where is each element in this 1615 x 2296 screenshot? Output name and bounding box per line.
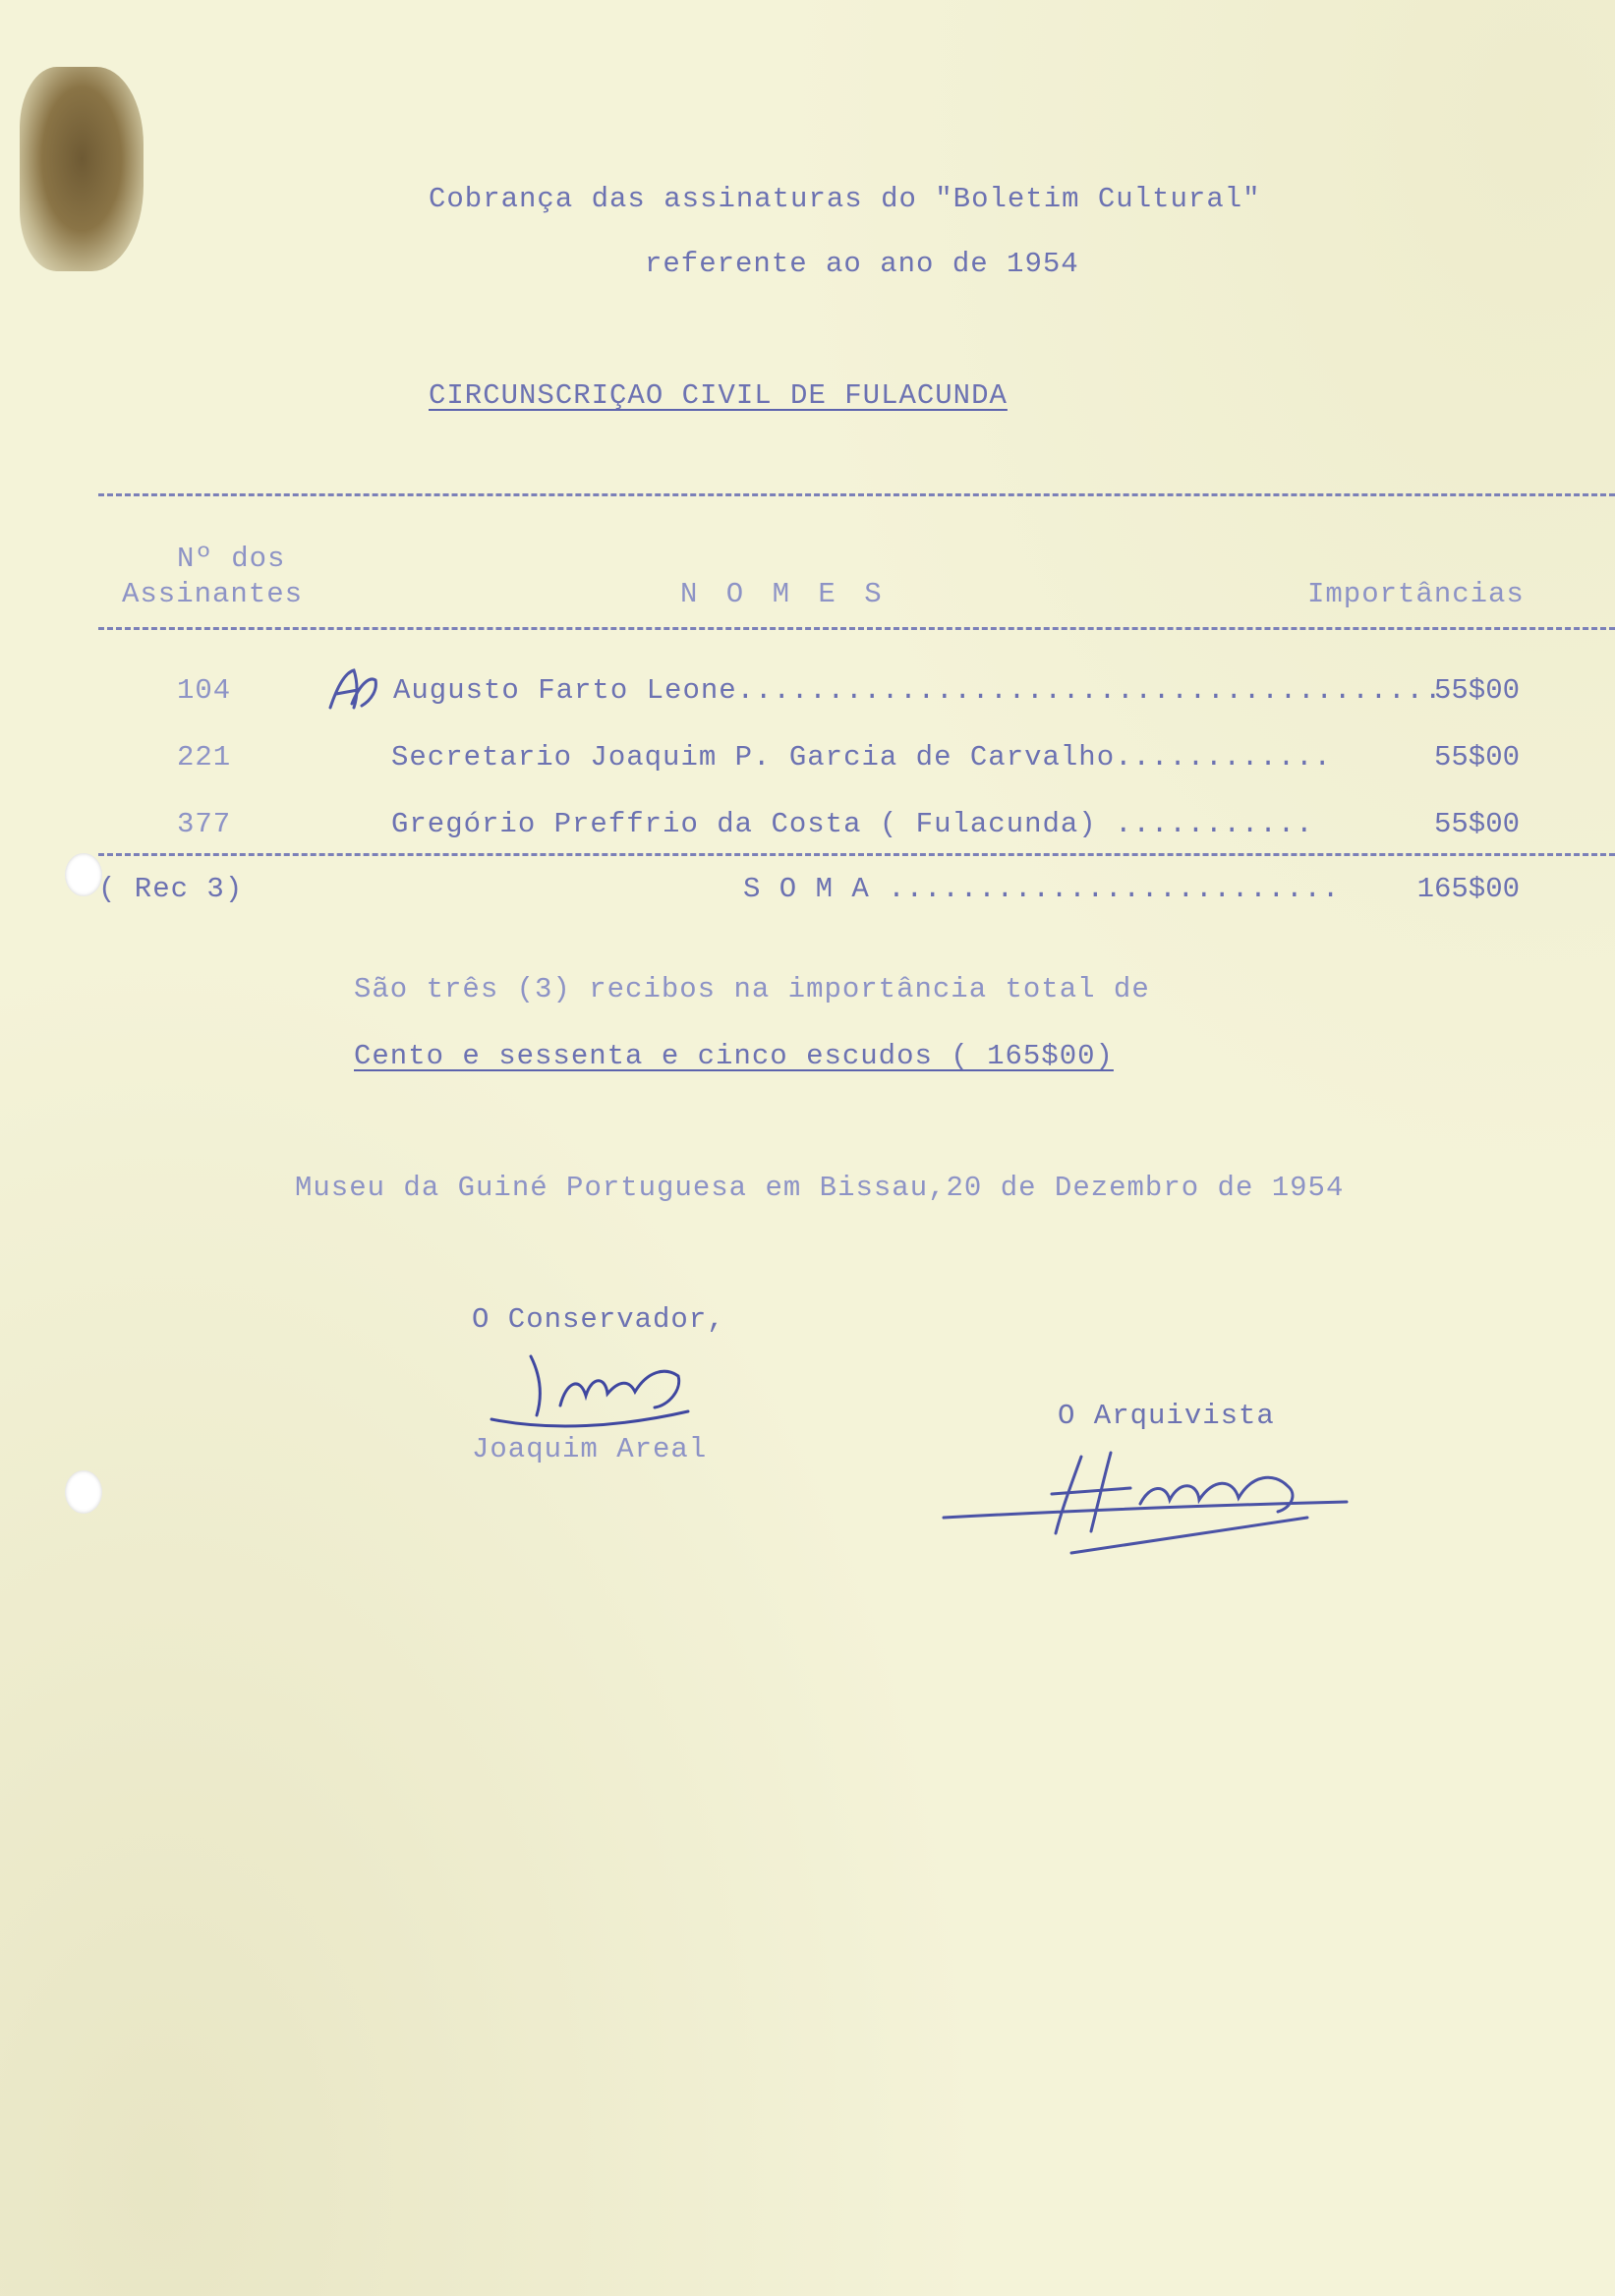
handwritten-mark-icon <box>324 664 383 716</box>
row-3-number: 377 <box>177 808 232 840</box>
stain-mark <box>20 67 144 271</box>
arquivista-signature <box>934 1435 1356 1563</box>
sum-total: 165$00 <box>1416 873 1520 905</box>
row-2-name: Secretario Joaquim P. Garcia de Carvalho............ <box>391 741 1332 774</box>
row-2-number: 221 <box>177 741 232 774</box>
row-1-number: 104 <box>177 674 232 707</box>
header-line-1: Cobrança das assinaturas do "Boletim Cultural" <box>429 183 1261 215</box>
row-3-amount: 55$00 <box>1433 808 1520 840</box>
rule-header <box>98 627 1615 630</box>
row-3-name: Gregório Preffrio da Costa ( Fulacunda) ........... <box>391 808 1314 840</box>
body-line-2: Cento e sessenta e cinco escudos ( 165$00) <box>354 1040 1114 1072</box>
col-number-line-2: Assinantes <box>122 578 304 610</box>
col-amounts: Importâncias <box>1307 578 1525 610</box>
sum-label: S O M A ......................... <box>743 873 1341 905</box>
punch-hole-top <box>65 853 102 896</box>
conservador-signature <box>472 1337 747 1435</box>
rule-top <box>98 493 1615 496</box>
row-2-amount: 55$00 <box>1433 741 1520 774</box>
conservador-name: Joaquim Areal <box>472 1433 708 1465</box>
receipt-count: ( Rec 3) <box>98 873 244 905</box>
row-1-name: Augusto Farto Leone....................................... <box>393 674 1443 707</box>
col-number-line-1: Nº dos <box>177 543 286 575</box>
col-names: N O M E S <box>680 578 888 610</box>
conservador-title: O Conservador, <box>472 1303 725 1336</box>
place-date: Museu da Guiné Portuguesa em Bissau,20 de Dezembro de 1954 <box>295 1172 1345 1204</box>
punch-hole-bottom <box>65 1470 102 1514</box>
row-1-amount: 55$00 <box>1433 674 1520 707</box>
rule-bottom <box>98 853 1615 856</box>
arquivista-title: O Arquivista <box>1058 1400 1275 1432</box>
body-line-1: São três (3) recibos na importância total de <box>354 973 1150 1005</box>
section-title: CIRCUNSCRIÇAO CIVIL DE FULACUNDA <box>429 379 1008 412</box>
header-line-2: referente ao ano de 1954 <box>645 248 1079 280</box>
